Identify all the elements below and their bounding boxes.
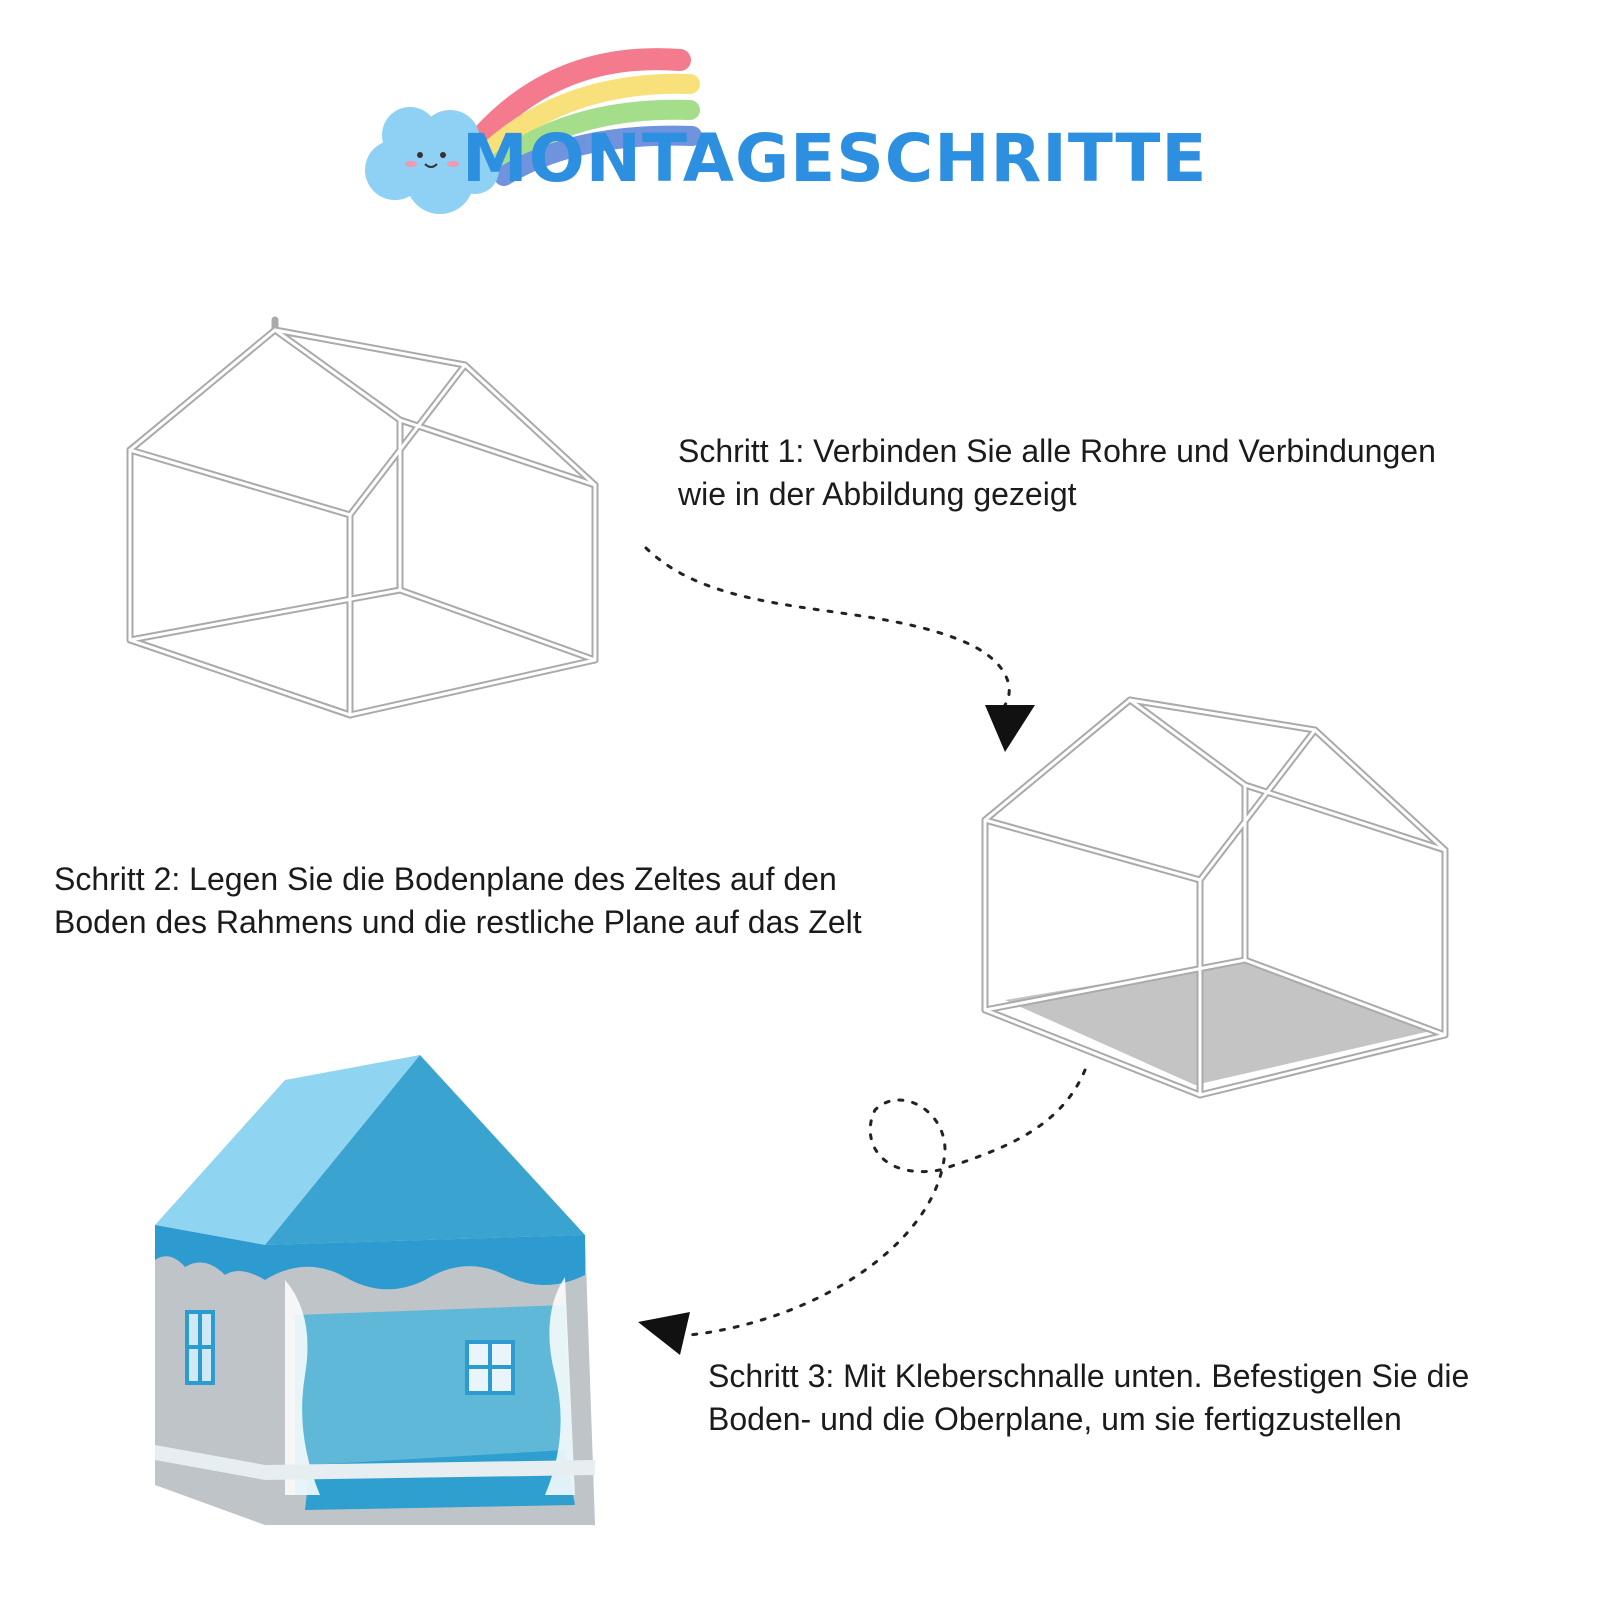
step-1-line-1: Schritt 1: Verbinden Sie alle Rohre und Verbindungen xyxy=(678,433,1436,469)
step-2-text xyxy=(54,858,862,944)
step-2-line-2: Boden des Rahmens und die restliche Plane auf das Zelt xyxy=(54,904,862,940)
arrow-head-icon xyxy=(638,1312,690,1355)
step-3-line-2: Boden- und die Oberplane, um sie fertigzustellen xyxy=(708,1401,1402,1437)
step-1-line-2: wie in der Abbildung gezeigt xyxy=(678,476,1077,512)
page-title: MONTAGESCHRITTE xyxy=(462,120,1208,197)
arrow-head-icon xyxy=(985,705,1035,752)
step-3-text xyxy=(708,1355,1469,1441)
step-1-text xyxy=(678,430,1436,516)
step-2-line-1: Schritt 2: Legen Sie die Bodenplane des Zeltes auf den xyxy=(54,861,837,897)
step-3-line-1: Schritt 3: Mit Kleberschnalle unten. Befestigen Sie die xyxy=(708,1358,1470,1394)
